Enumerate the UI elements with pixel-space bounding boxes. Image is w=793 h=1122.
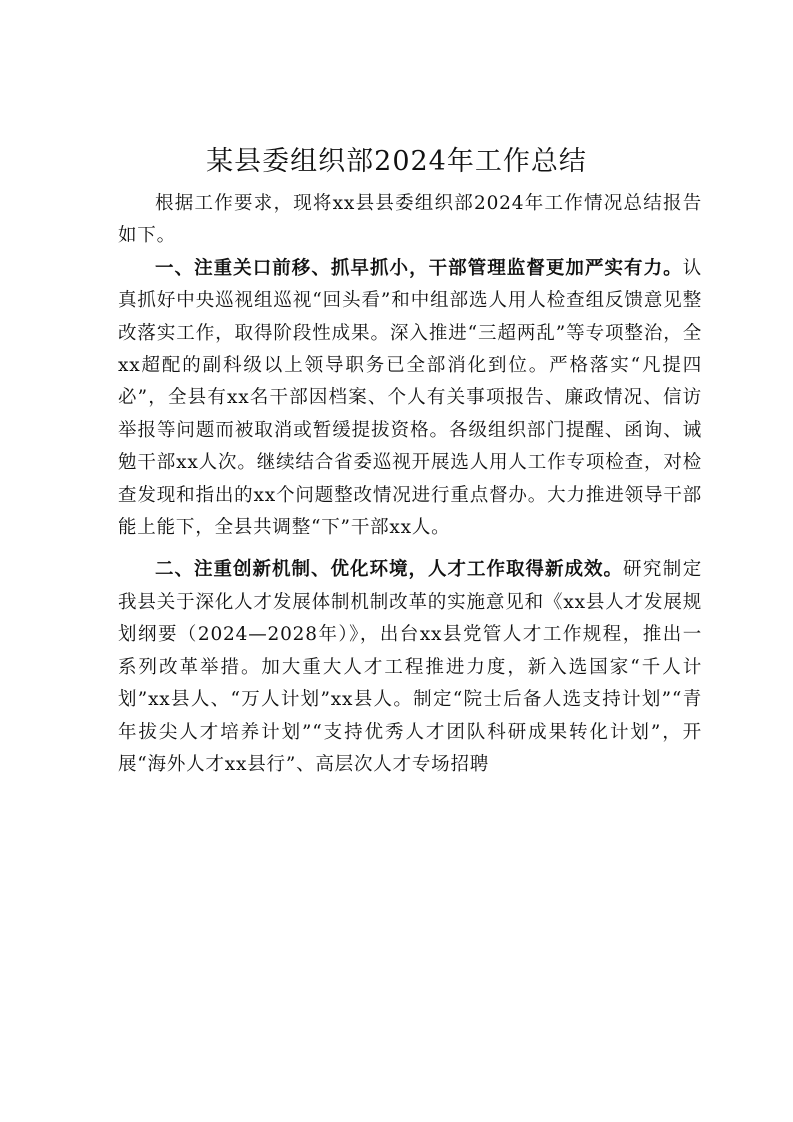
section-1-heading: 一、注重关口前移、抓早抓小，干部管理监督更加严实有力。 xyxy=(155,257,683,279)
section-2-paragraph xyxy=(118,554,702,781)
section-2-heading: 二、注重创新机制、优化环境，人才工作取得新成效。 xyxy=(155,559,623,581)
section-1-body: 认真抓好中央巡视组巡视“回头看”和中组部选人用人检查组反馈意见整改落实工作，取得阶段性成果。深入推进“三超两乱”等专项整治，全xx超配的副科级以上领导职务已全部消化到位。严格落实“凡提四必”，全县有xx名干部因档案、个人有关事项报告、廉政情况、信访举报等问题而被取消或暂缓提拔资格。各级组织部门提醒、函询、诫勉干部xx人次。继续结合省委巡视开展选人用人工作专项检查，对检查发现和指出的xx个问题整改情况进行重点督办。大力推进领导干部能上能下，全县共调整“下”干部xx人。 xyxy=(118,257,702,539)
section-1-paragraph xyxy=(118,253,702,545)
document-title: 某县委组织部2024年工作总结 xyxy=(206,146,587,177)
section-2-body: 研究制定我县关于深化人才发展体制机制改革的实施意见和《xx县人才发展规划纲要（2024—2028年）》，出台xx县党管人才工作规程，推出一系列改革举措。加大重大人才工程推进力度，新入选国家“千人计划”xx县人、“万人计划”xx县人。制定“院士后备人选支持计划”“青年拔尖人才培养计划”“支持优秀人才团队科研成果转化计划”，开展“海外人才xx县行”、高层次人才专场招聘 xyxy=(118,559,702,775)
intro-paragraph: 根据工作要求，现将xx县县委组织部2024年工作情况总结报告如下。 xyxy=(118,193,702,247)
document-body xyxy=(118,188,702,781)
